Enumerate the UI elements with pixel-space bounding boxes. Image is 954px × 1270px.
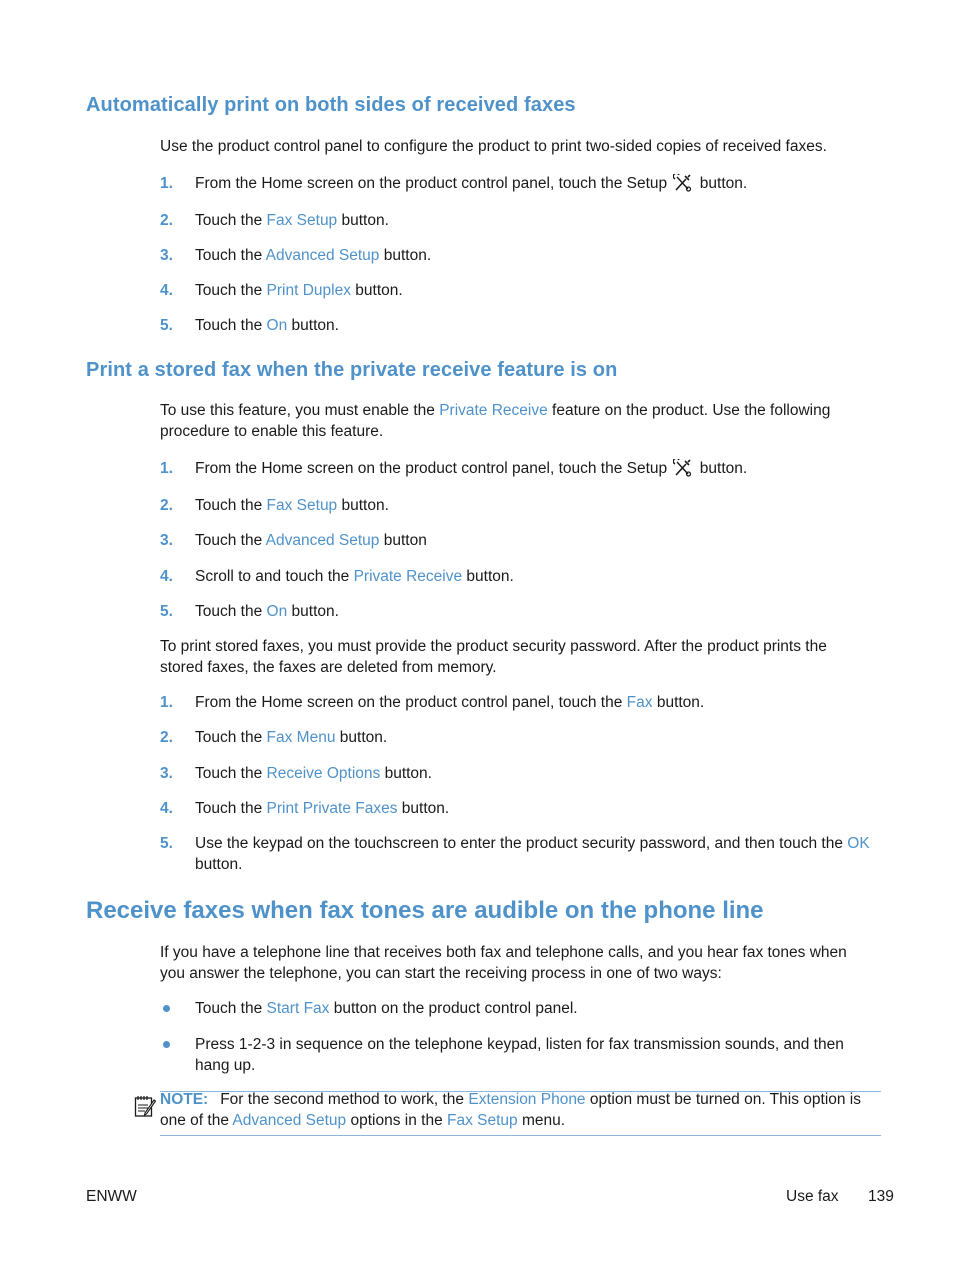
step-text: button	[383, 532, 427, 549]
step-text: Touch the	[195, 497, 263, 514]
step-text: button.	[291, 317, 339, 334]
step-text: button.	[384, 765, 432, 782]
fax-link[interactable]: Fax	[626, 694, 653, 711]
list-item	[160, 495, 872, 516]
step-text: button.	[466, 568, 514, 585]
ok-link[interactable]: OK	[847, 835, 870, 852]
extension-phone-link[interactable]: Extension Phone	[468, 1091, 586, 1108]
advanced-setup-link[interactable]: Advanced Setup	[232, 1112, 347, 1129]
bullet-text: Press 1-2-3 in sequence on the telephone keypad, listen for fax transmission sounds, and then hang up.	[195, 1036, 844, 1074]
step-text: Touch the	[195, 532, 263, 549]
step-text: button.	[355, 282, 403, 299]
list-item	[160, 833, 872, 875]
step-text: button.	[341, 212, 389, 229]
step-number: 2.	[160, 497, 173, 514]
step-text: Touch the	[195, 317, 263, 334]
step-number: 2.	[160, 212, 173, 229]
list-item	[160, 998, 872, 1019]
footer-section: Use fax	[786, 1188, 839, 1205]
print-private-faxes-link[interactable]: Print Private Faxes	[266, 800, 398, 817]
step-number: 3.	[160, 765, 173, 782]
receive-options-link[interactable]: Receive Options	[266, 765, 381, 782]
step-number: 3.	[160, 532, 173, 549]
list-item	[160, 210, 872, 231]
bullet-text: Touch the	[195, 1000, 263, 1017]
step-text: From the Home screen on the product control panel, touch the Setup	[195, 175, 668, 192]
list-item	[160, 280, 872, 301]
bullet-text: button on the product control panel.	[333, 1000, 578, 1017]
step-text: button.	[383, 247, 432, 264]
step-text: button.	[401, 800, 450, 817]
note-label: NOTE:	[160, 1091, 209, 1108]
list-item	[160, 692, 872, 713]
section2-intro: To use this feature, you must enable the Private Receive feature on the product. Use the following procedure to enable this feature.	[160, 402, 831, 440]
step-number: 4.	[160, 568, 173, 585]
step-text: button.	[699, 175, 748, 192]
step-number: 2.	[160, 729, 173, 746]
list-item	[160, 1034, 872, 1076]
on-link[interactable]: On	[266, 317, 288, 334]
advanced-setup-link[interactable]: Advanced Setup	[265, 247, 380, 264]
list-item	[160, 315, 872, 336]
list-item	[160, 763, 872, 784]
step-text: button.	[699, 460, 748, 477]
section1-intro: Use the product control panel to configure the product to print two-sided copies of received faxes.	[160, 138, 827, 155]
private-receive-link[interactable]: Private Receive	[353, 568, 463, 585]
step-text: Touch the	[195, 212, 263, 229]
section-heading-audible-tones: Receive faxes when fax tones are audible on the phone line	[86, 897, 764, 924]
footer-left: ENWW	[86, 1188, 137, 1205]
step-text: Touch the	[195, 729, 263, 746]
step-number: 4.	[160, 282, 173, 299]
step-text: button.	[656, 694, 705, 711]
advanced-setup-link[interactable]: Advanced Setup	[265, 532, 380, 549]
step-text: button.	[341, 497, 389, 514]
section2-intro2: To print stored faxes, you must provide the product security password. After the product prints the stored faxes, the faxes are deleted from memory.	[160, 638, 827, 676]
list-item	[160, 245, 872, 266]
list-item	[160, 566, 872, 587]
note-pad-icon	[134, 1094, 156, 1118]
private-receive-link[interactable]: Private Receive	[439, 402, 548, 419]
step-text: Scroll to and touch the	[195, 568, 350, 585]
step-number: 3.	[160, 247, 173, 264]
step-text: From the Home screen on the product control panel, touch the	[195, 694, 623, 711]
start-fax-link[interactable]: Start Fax	[266, 1000, 330, 1017]
step-text: button.	[291, 603, 339, 620]
list-item	[160, 173, 872, 194]
section3-intro: If you have a telephone line that receives both fax and telephone calls, and you hear fax tones when you answer the telephone, you can start the receiving process in one of two ways:	[160, 944, 847, 982]
step-number: 5.	[160, 317, 173, 334]
step-number: 1.	[160, 694, 173, 711]
step-text: Use the keypad on the touchscreen to enter the product security password, and then touch the	[195, 835, 843, 852]
step-number: 4.	[160, 800, 173, 817]
fax-menu-link[interactable]: Fax Menu	[266, 729, 336, 746]
step-number: 1.	[160, 175, 173, 192]
step-text: Touch the	[195, 800, 263, 817]
step-number: 1.	[160, 460, 173, 477]
wrench-screwdriver-icon	[673, 459, 693, 477]
list-item	[160, 727, 872, 748]
step-number: 5.	[160, 603, 173, 620]
list-item	[160, 601, 872, 622]
print-duplex-link[interactable]: Print Duplex	[266, 282, 351, 299]
fax-setup-link[interactable]: Fax Setup	[447, 1112, 518, 1129]
section-heading-duplex: Automatically print on both sides of received faxes	[86, 94, 576, 116]
bullet-icon	[163, 1005, 170, 1012]
bullet-icon	[163, 1041, 170, 1048]
on-link[interactable]: On	[266, 603, 288, 620]
step-number: 5.	[160, 835, 173, 852]
step-text: Touch the	[195, 247, 263, 264]
step-text: From the Home screen on the product control panel, touch the Setup	[195, 460, 668, 477]
step-text: Touch the	[195, 765, 263, 782]
step-text: Touch the	[195, 603, 263, 620]
list-item	[160, 530, 872, 551]
fax-setup-link[interactable]: Fax Setup	[266, 212, 338, 229]
step-text: button.	[195, 856, 243, 873]
step-text: Touch the	[195, 282, 263, 299]
note-text: NOTE: For the second method to work, the Extension Phone option must be turned on. This option is one of the Advanced Setup options in the Fax Setup menu.	[160, 1091, 862, 1129]
list-item	[160, 458, 872, 479]
page-number: 139	[868, 1188, 894, 1205]
fax-setup-link[interactable]: Fax Setup	[266, 497, 338, 514]
wrench-screwdriver-icon	[673, 174, 693, 192]
section-heading-private-receive: Print a stored fax when the private receive feature is on	[86, 359, 618, 381]
list-item	[160, 798, 872, 819]
step-text: button.	[339, 729, 388, 746]
